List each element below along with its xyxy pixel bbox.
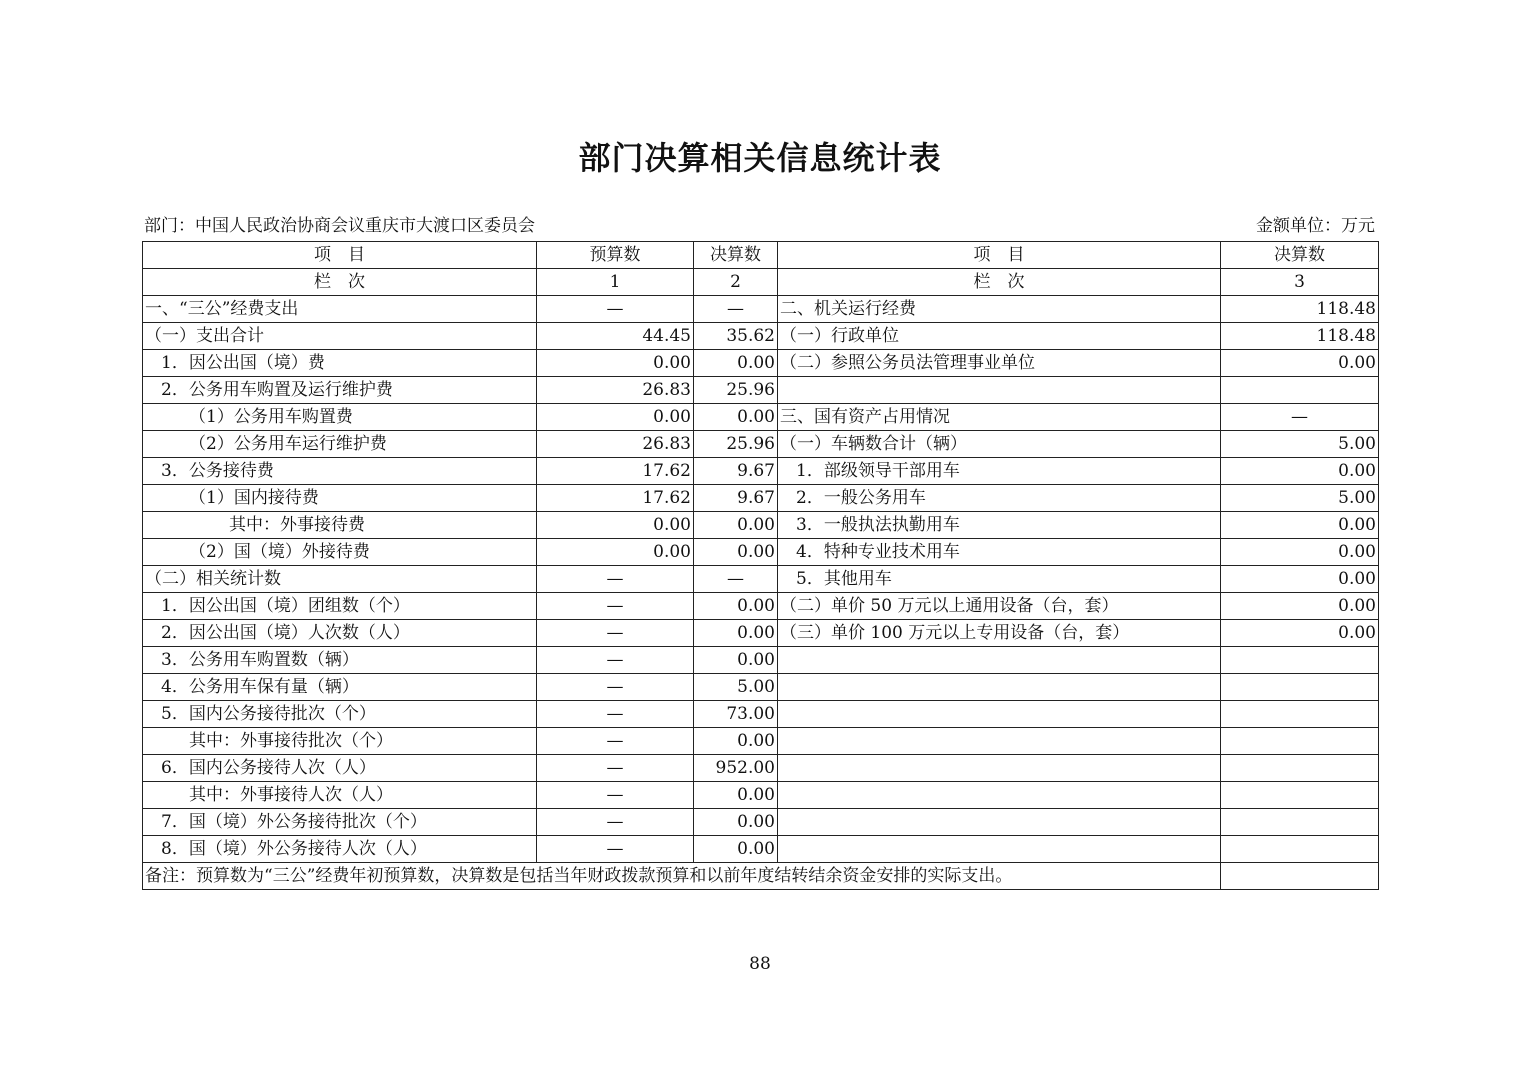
row-item-right [778, 701, 1221, 728]
row-item-right: 2．一般公务用车 [778, 485, 1221, 512]
row-budget: 26.83 [537, 431, 694, 458]
table-row [143, 539, 1379, 566]
row-final: 0.00 [694, 404, 778, 431]
table-row [143, 323, 1379, 350]
row-final: 73.00 [694, 701, 778, 728]
row-item-right: 三、国有资产占用情况 [778, 404, 1221, 431]
row-budget: — [537, 593, 694, 620]
row-budget: — [537, 674, 694, 701]
row-final: 9.67 [694, 458, 778, 485]
row-budget: 44.45 [537, 323, 694, 350]
row-final: — [694, 566, 778, 593]
row-budget: — [537, 701, 694, 728]
row-final-right: 0.00 [1221, 539, 1379, 566]
row-budget: 0.00 [537, 404, 694, 431]
row-item-left: 其中：外事接待人次（人） [143, 782, 537, 809]
header-item-right: 项 目 [778, 242, 1221, 269]
row-budget: — [537, 647, 694, 674]
page-title: 部门决算相关信息统计表 [578, 139, 942, 177]
row-budget: — [537, 755, 694, 782]
row-final: 0.00 [694, 512, 778, 539]
row-budget: 0.00 [537, 512, 694, 539]
table-row [143, 674, 1379, 701]
row-item-right: （二）单价 50 万元以上通用设备（台，套） [778, 593, 1221, 620]
row-final-right: 0.00 [1221, 566, 1379, 593]
row-budget: 17.62 [537, 485, 694, 512]
row-item-right [778, 728, 1221, 755]
department-label: 部门：中国人民政治协商会议重庆市大渡口区委员会 [144, 216, 535, 236]
row-final: 5.00 [694, 674, 778, 701]
row-item-left: （1）公务用车购置费 [143, 404, 537, 431]
table-row [143, 458, 1379, 485]
row-final: 0.00 [694, 647, 778, 674]
row-budget: — [537, 782, 694, 809]
row-item-left: 1．因公出国（境）费 [143, 350, 537, 377]
row-item-left: 其中：外事接待批次（个） [143, 728, 537, 755]
row-item-right [778, 674, 1221, 701]
row-final: 9.67 [694, 485, 778, 512]
row-item-left: 2．因公出国（境）人次数（人） [143, 620, 537, 647]
row-item-right: 5．其他用车 [778, 566, 1221, 593]
row-item-left: （1）国内接待费 [143, 485, 537, 512]
row-item-left: 8．国（境）外公务接待人次（人） [143, 836, 537, 863]
row-item-left: 6．国内公务接待人次（人） [143, 755, 537, 782]
row-final: 952.00 [694, 755, 778, 782]
row-item-right: （二）参照公务员法管理事业单位 [778, 350, 1221, 377]
row-final-right: — [1221, 404, 1379, 431]
row-item-left: （一）支出合计 [143, 323, 537, 350]
row-item-left: 3．公务接待费 [143, 458, 537, 485]
row-budget: 26.83 [537, 377, 694, 404]
row-final: 25.96 [694, 431, 778, 458]
note-empty-cell [1221, 863, 1379, 890]
row-item-right [778, 377, 1221, 404]
row-item-left: 1．因公出国（境）团组数（个） [143, 593, 537, 620]
row-item-right: （一）车辆数合计（辆） [778, 431, 1221, 458]
row-final-right [1221, 647, 1379, 674]
row-final: 0.00 [694, 350, 778, 377]
table-row [143, 782, 1379, 809]
row-final: 0.00 [694, 782, 778, 809]
row-item-left: 其中：外事接待费 [143, 512, 537, 539]
row-item-right [778, 647, 1221, 674]
row-item-right [778, 755, 1221, 782]
note-text: 备注：预算数为“三公”经费年初预算数，决算数是包括当年财政拨款预算和以前年度结转结余资金安排的实际支出。 [143, 863, 1221, 890]
row-item-left: （2）公务用车运行维护费 [143, 431, 537, 458]
row-item-right [778, 809, 1221, 836]
row-final-right: 5.00 [1221, 485, 1379, 512]
row-budget: — [537, 296, 694, 323]
row-item-left: 5．国内公务接待批次（个） [143, 701, 537, 728]
row-final-right: 0.00 [1221, 593, 1379, 620]
row-item-right: 1．部级领导干部用车 [778, 458, 1221, 485]
row-budget: 0.00 [537, 350, 694, 377]
row-item-left: 7．国（境）外公务接待批次（个） [143, 809, 537, 836]
table-row [143, 728, 1379, 755]
table-row [143, 485, 1379, 512]
row-item-left: 4．公务用车保有量（辆） [143, 674, 537, 701]
table-row [143, 701, 1379, 728]
row-final: 25.96 [694, 377, 778, 404]
row-final-right: 0.00 [1221, 620, 1379, 647]
row-item-left: （二）相关统计数 [143, 566, 537, 593]
row-final: — [694, 296, 778, 323]
row-item-left: 2．公务用车购置及运行维护费 [143, 377, 537, 404]
row-final: 0.00 [694, 620, 778, 647]
column-index-label-right: 栏 次 [778, 269, 1221, 296]
table-row [143, 620, 1379, 647]
row-final-right [1221, 377, 1379, 404]
row-item-left: 3．公务用车购置数（辆） [143, 647, 537, 674]
row-final: 0.00 [694, 593, 778, 620]
header-final-right: 决算数 [1221, 242, 1379, 269]
row-budget: — [537, 836, 694, 863]
row-final-right: 5.00 [1221, 431, 1379, 458]
row-budget: — [537, 566, 694, 593]
column-index-label: 栏 次 [143, 269, 537, 296]
row-budget: — [537, 728, 694, 755]
row-final-right: 118.48 [1221, 323, 1379, 350]
row-final-right [1221, 836, 1379, 863]
table-row [143, 647, 1379, 674]
header-budget: 预算数 [537, 242, 694, 269]
row-final-right [1221, 701, 1379, 728]
column-index-1: 1 [537, 269, 694, 296]
table-row [143, 836, 1379, 863]
row-final: 0.00 [694, 728, 778, 755]
row-final: 35.62 [694, 323, 778, 350]
row-final-right [1221, 782, 1379, 809]
row-item-right: 二、机关运行经费 [778, 296, 1221, 323]
header-final: 决算数 [694, 242, 778, 269]
row-item-right: （三）单价 100 万元以上专用设备（台，套） [778, 620, 1221, 647]
header-row [143, 242, 1379, 269]
table-row [143, 593, 1379, 620]
table-row [143, 566, 1379, 593]
note-row [143, 863, 1379, 890]
row-item-right: （一）行政单位 [778, 323, 1221, 350]
column-index-row [143, 269, 1379, 296]
column-index-3: 3 [1221, 269, 1379, 296]
row-final-right [1221, 728, 1379, 755]
row-final-right [1221, 674, 1379, 701]
unit-label: 金额单位：万元 [1256, 216, 1375, 236]
row-budget: 0.00 [537, 539, 694, 566]
row-final-right: 0.00 [1221, 512, 1379, 539]
page-number: 88 [749, 954, 771, 974]
row-item-right: 4．特种专业技术用车 [778, 539, 1221, 566]
column-index-2: 2 [694, 269, 778, 296]
table-row [143, 377, 1379, 404]
table-row [143, 350, 1379, 377]
table-row [143, 431, 1379, 458]
row-final-right: 118.48 [1221, 296, 1379, 323]
row-item-right [778, 836, 1221, 863]
header-item: 项 目 [143, 242, 537, 269]
row-item-left: （2）国（境）外接待费 [143, 539, 537, 566]
table-row [143, 755, 1379, 782]
row-item-left: 一、“三公”经费支出 [143, 296, 537, 323]
row-item-right: 3．一般执法执勤用车 [778, 512, 1221, 539]
table-row [143, 296, 1379, 323]
row-final: 0.00 [694, 809, 778, 836]
row-budget: 17.62 [537, 458, 694, 485]
statistics-table [142, 241, 1379, 890]
row-item-right [778, 782, 1221, 809]
row-final: 0.00 [694, 539, 778, 566]
row-final-right: 0.00 [1221, 458, 1379, 485]
row-final-right: 0.00 [1221, 350, 1379, 377]
row-final: 0.00 [694, 836, 778, 863]
table-row [143, 404, 1379, 431]
table-row [143, 809, 1379, 836]
row-budget: — [537, 809, 694, 836]
row-final-right [1221, 755, 1379, 782]
row-budget: — [537, 620, 694, 647]
table-row [143, 512, 1379, 539]
row-final-right [1221, 809, 1379, 836]
